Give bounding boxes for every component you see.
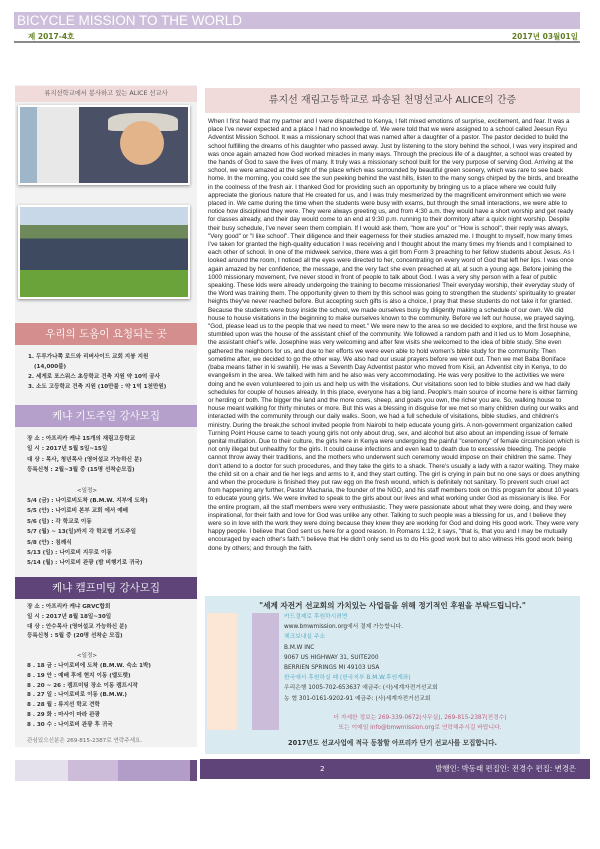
card-label: 카드결제로 후원하시려면 (284, 614, 348, 620)
detail-line: 일 시 : 2017년 8월 18일~30일 (27, 613, 112, 620)
article-body: When I first heard that my partner and I were dispatched to Kenya, I felt mixed emotions of surprise, excitement, and fear. It was a place I've never expected and a place I had no knowledge of. We were told that we were assigned to a school called Jeesun Ryu Adventist Mission School. It was a missionary school that was named after a daughter of a pastor. The pastor decided to build the school fulfilling the dreams of his daughter who passed away. Just by listening to the story behind the school, I was very inspired and was once again amazed how God worked miracles in many ways. Through the precious life of a daughter, a school was created by the hands of God to save the lives of many. It truly was a missionary school built for the very purpose of serving God. Arriving at the school, we were amazed at the sight of the place which was surrounded by beautiful green scenery, which was rare to see back home. In the morning, you could see the sun peeking behind the vast hills, listen to the many songs chirped by the birds, and breathe in the coolness of the fresh air. I thanked God for providing such an opportunity by bringing us to a place where we could fully appreciate the glorious nature that He created for us, and I was truly mesmerized by the magnificent environment which we were placed in. We came during the time when the students were busy with exams, but through the small interactions, we were able to notice how disciplined they were. They were always greeting us, and from 4:30 a.m. they would have a short worship and get ready for classes already, and their day would come to an end at 9:30 p.m. running to their dormitory after a quick night worship. Despite their busy schedule, I've never seen them complain. If I would ask them, "how are you" or "How is school", their reply was always, "Very good" or "I like school". Their diligence and their eagerness for their studies amazed me. I thought to myself, how many times I've taken for granted the high-quality education I was receiving and I thought about the many times my friends and I complained to each other of school. In one of the midweek service, there was a girl from Form 3 preaching to her fellow students about Jesus. As I looked around the room, I noticed all the eyes were directed to her, concentrating on every word of God that left her lips. I was once again amazed by her confidence, the message, and the very fact she even preached at all, at such a young age. Before joining the 1000 missionary movement, I've never stood in front of people to talk about God. I was a very shy person with a fear of public speaking. These kids were already undergoing the training to become missionaries! Their everyday worship, their everyday study of the Word was training them. The opportunity given to them by this school was going to strengthen the students' spirituality to greater heights they've never reached before. But accepting such gifts is also a choice, I pray that these students do not take it for granted. Because the students were busy inside the school, we made ourselves busy by diligently making a schedule of our own. We did house to house visitations in the beginning to make ourselves known to the community. Before we left our house, we prayed saying, "God, please lead us to the people that we need to meet." We were new to the area so we decided to explore, and the first house we stumbled upon was the house of the assistant chief of the community. We followed a random path and it led us to Mom Josephine, the assistant chief's wife. Josephine was very welcoming and after few visits she welcomed to the idea of bible study. She even gathered the neighbors for us, and due to her efforts we were even able to hold women's bible study for the community. Then sometime after, we decided to go the other way. We also had our usual prayers before we went out. Then we met Baba Boniface (baba means father in ki swahili). He was a Seventh Day Adventist pastor who moved from Kisii, an Adventist city in Kenya, to do evangelism in the area. We talked with him and he also was very accommodating. He was very positive to the activities we were doing and he even volunteered to join us and help us with the visitations. Our visitations soon led to bible studies and we had daily schedules for couple of houses already. In this place, everyone has a big land. People's main source of income here is either farming or herding or both. The bigger the land and the more cows, sheep, and goats you own, the richer you are. So, walking house to house meant walking for thirty minutes or more. But this was a blessing in disguise for we met so many children during our walks and interacted with the community through our daily walks. Soon, we had a full schedule of visitations, bible studies, and children's ministry. During the break,the school invited people from Nairobi to help educate young girls. A non-government organization called Turning Point House came to teach young girls not only about drug, sex, and alcohol but also about an impending issue of female genital mutilation. Due to their culture, the girls here in Kenya were undergoing the painful "ceremony" of female circumcision which is not only illegal but unhealthy for the girls. It could cause infections and even lead to death due to excessive bleeding. The people cannot throw away their traditions, and the mothers who underwent such ceremony would impose on their children the same. They don't attend to a doctor for such procedures, and they take the girls to a shack. There's usually a lady with a razor waiting. They make the child sit on a chair and tie her legs and arms to it, and they start cutting. The girl is crying in pain but no one says or does anything and when the procedure is finished they put raw egg on the fresh wound, which is definitely not sanitary. To prevent such cruel act from happening any further, Pastor Macharia, the founder of the NGO, and his staff members took on this program for about 10 years to educate young girls. We were invited to speak to the girls about our lives and what working under God as missionary is like. For the entire program, all the staff members were very enthusiastic. They were passionate about what they were doing, and they were inspirational, for their faith and love for God was unlike any other. Talking to such people was a blessing for us, and I believe they were so in love with the work they were doing because they knew they are working for God and doing His good work. They were very happy people. I believe that God sent us here for a good reason. In Romans 1:12, it says, "that is, that you and I may be mutually encouraged by each other's faith."I believe that He didn't only send us to do His good work but to also witness His good work being done by others; and through the faith. (208, 118, 580, 552)
schedule-label: <일정> (76, 653, 98, 660)
detail-line: 등록신청 : 5월 중 (20명 선착순 모집) (27, 633, 123, 640)
card-text[interactable]: www.bmwmission.org에서 결제 가능합니다. (284, 624, 404, 631)
list-item: 3. 소도 고등학교 건축 지원 (10만불 : 약 1억 1천만원) (28, 384, 167, 390)
schedule-item: 5/6 (일) : 각 학교로 이동 (27, 518, 92, 525)
header-divider (14, 41, 580, 43)
detail-line: 장 소 : 아프리카 케냐 GRVC합회 (27, 604, 111, 610)
decorative-strip (252, 613, 279, 730)
schedule-item: 8 . 19 안 : 예배 후에 현지 이동 (엘도렛) (27, 672, 131, 679)
schedule-item: 5/5 (안) : 나이로비 본부 교회 에서 예배 (27, 508, 129, 515)
schedule-label: <일정> (76, 487, 98, 494)
recruit-notice: 2017년도 선교사업에 적극 동참할 아프리카 단기 선교사를 모집합니다. (288, 739, 497, 747)
camp-meeting-details (27, 603, 151, 731)
group-photo (18, 205, 190, 299)
donation-title: "세계 자전거 선교회의 가치있는 사업들을 위해 정기적인 후원을 부탁드립니다." (259, 601, 526, 610)
article-title: 류지선 재림고등학교로 파송된 천명선교사 ALICE의 간증 (205, 88, 580, 113)
detail-line: 대 상 : 목사, 청년목사 (영어설교 가능하신 분) (27, 456, 142, 463)
help-list (28, 352, 166, 392)
korea-label: 한국에서 후원하실 때 (한국지부 B.M.W.후원계좌) (284, 675, 411, 682)
detail-line: 등록신청 : 2월~3월 중 (15명 선착순모집) (27, 467, 135, 474)
schedule-item: 8 . 30 수 : 나이로비 관광 후 귀국 (27, 721, 113, 728)
color-swatch (118, 760, 190, 781)
list-item: (14,000불) (34, 364, 67, 370)
issue-number: 제 2017-4호 (28, 32, 75, 41)
decorative-strip (207, 613, 237, 730)
more-info-email[interactable]: 또는 이메일 info@bmwmission.org로 연락해주시길 바랍니다. (338, 725, 502, 731)
schedule-item: 8 . 18 금 : 나이로비에 도착 (B.M.W. 숙소 1박) (27, 662, 151, 669)
prayer-week-details (27, 434, 148, 569)
color-bar (15, 760, 197, 781)
bank-account: 농 협 301-0161-9202-91 예금주: (사)세계자전거선교회 (284, 695, 431, 702)
help-section-title: 우리의 도움이 요청되는 곳 (15, 323, 197, 345)
missionary-selfie-photo (18, 105, 190, 185)
address-line: BERRIEN SPRINGS MI 49103 USA (284, 665, 380, 672)
bank-account: 우리은행 1005-702-653637 예금주: (사)세계자전거선교회 (284, 685, 438, 692)
camp-meeting-title: 케냐 캠프미팅 강사모집 (15, 577, 197, 599)
more-info-line: 더 자세한 정보는 269-339-0672(사무실), 269-815-2387(전경수) (333, 715, 507, 721)
contact-note: 관심있으신분은 269-815-2387로 연락주세요. (27, 738, 143, 744)
issue-date: 2017년 03월01일 (511, 32, 578, 41)
color-swatch (68, 760, 118, 781)
detail-line: 대 상 : 안수목사 (영어설교 가능하신 분) (27, 623, 128, 630)
newsletter-title: BICYCLE MISSION TO THE WORLD (14, 12, 580, 29)
schedule-item: 5/7 (월) ~ 13(일)까지 각 학교별 기도주일 (27, 529, 137, 536)
color-swatch (190, 760, 197, 781)
schedule-item: 8 . 27 일 : 나이로비로 이동 (B.M.W.) (27, 692, 127, 699)
schedule-item: 8 . 29 화 : 마사이 마라 관광 (27, 711, 100, 718)
schedule-item: 5/8 (안) : 침례식 (27, 539, 72, 546)
address-line: B.M.W INC (284, 644, 315, 651)
donation-info (284, 612, 438, 704)
schedule-item: 5/14 (월) : 나이로비 관광 (밤 비행기로 귀국) (27, 560, 143, 567)
page-number: 2 (320, 764, 325, 773)
more-info (300, 713, 540, 733)
schedule-item: 8 . 20 ~ 26 : 캠프미팅 장소 이동 캠프시작 (27, 682, 138, 689)
editors: 발행인: 박동래 편집인: 전경수 편집: 변경은 (435, 764, 576, 773)
schedule-item: 8 . 28 월 : 류지선 학교 견학 (27, 702, 100, 709)
prayer-week-title: 케냐 기도주일 강사모집 (15, 405, 197, 427)
color-swatch (15, 760, 68, 781)
detail-line: 일 시 : 2017년 5월 5일~15일 (27, 446, 108, 453)
address-line: 9067 US HIGHWAY 31, SUITE200 (284, 654, 379, 661)
list-item: 1. 두루가나쪽 로드와 리버사이드 교회 지붕 지원 (28, 354, 149, 360)
photo-caption: 류지선학교에서 봉사하고 있는 ALICE 선교사 (15, 86, 197, 102)
schedule-item: 5/4 (금) : 나이로비도착 (B.M.W. 지부에 도착) (27, 498, 148, 505)
check-label: 체크보내실 주소 (284, 634, 326, 641)
schedule-item: 5/13 (일) : 나이로비 지무로 이동 (27, 550, 112, 557)
detail-line: 장 소 : 아프리카 케냐 15개의 재림고등학교 (27, 436, 136, 442)
footer-bar (200, 759, 590, 779)
list-item: 2. 세게로 포스워스 초등학교 건축 지원 약 10억 공사 (28, 374, 161, 380)
